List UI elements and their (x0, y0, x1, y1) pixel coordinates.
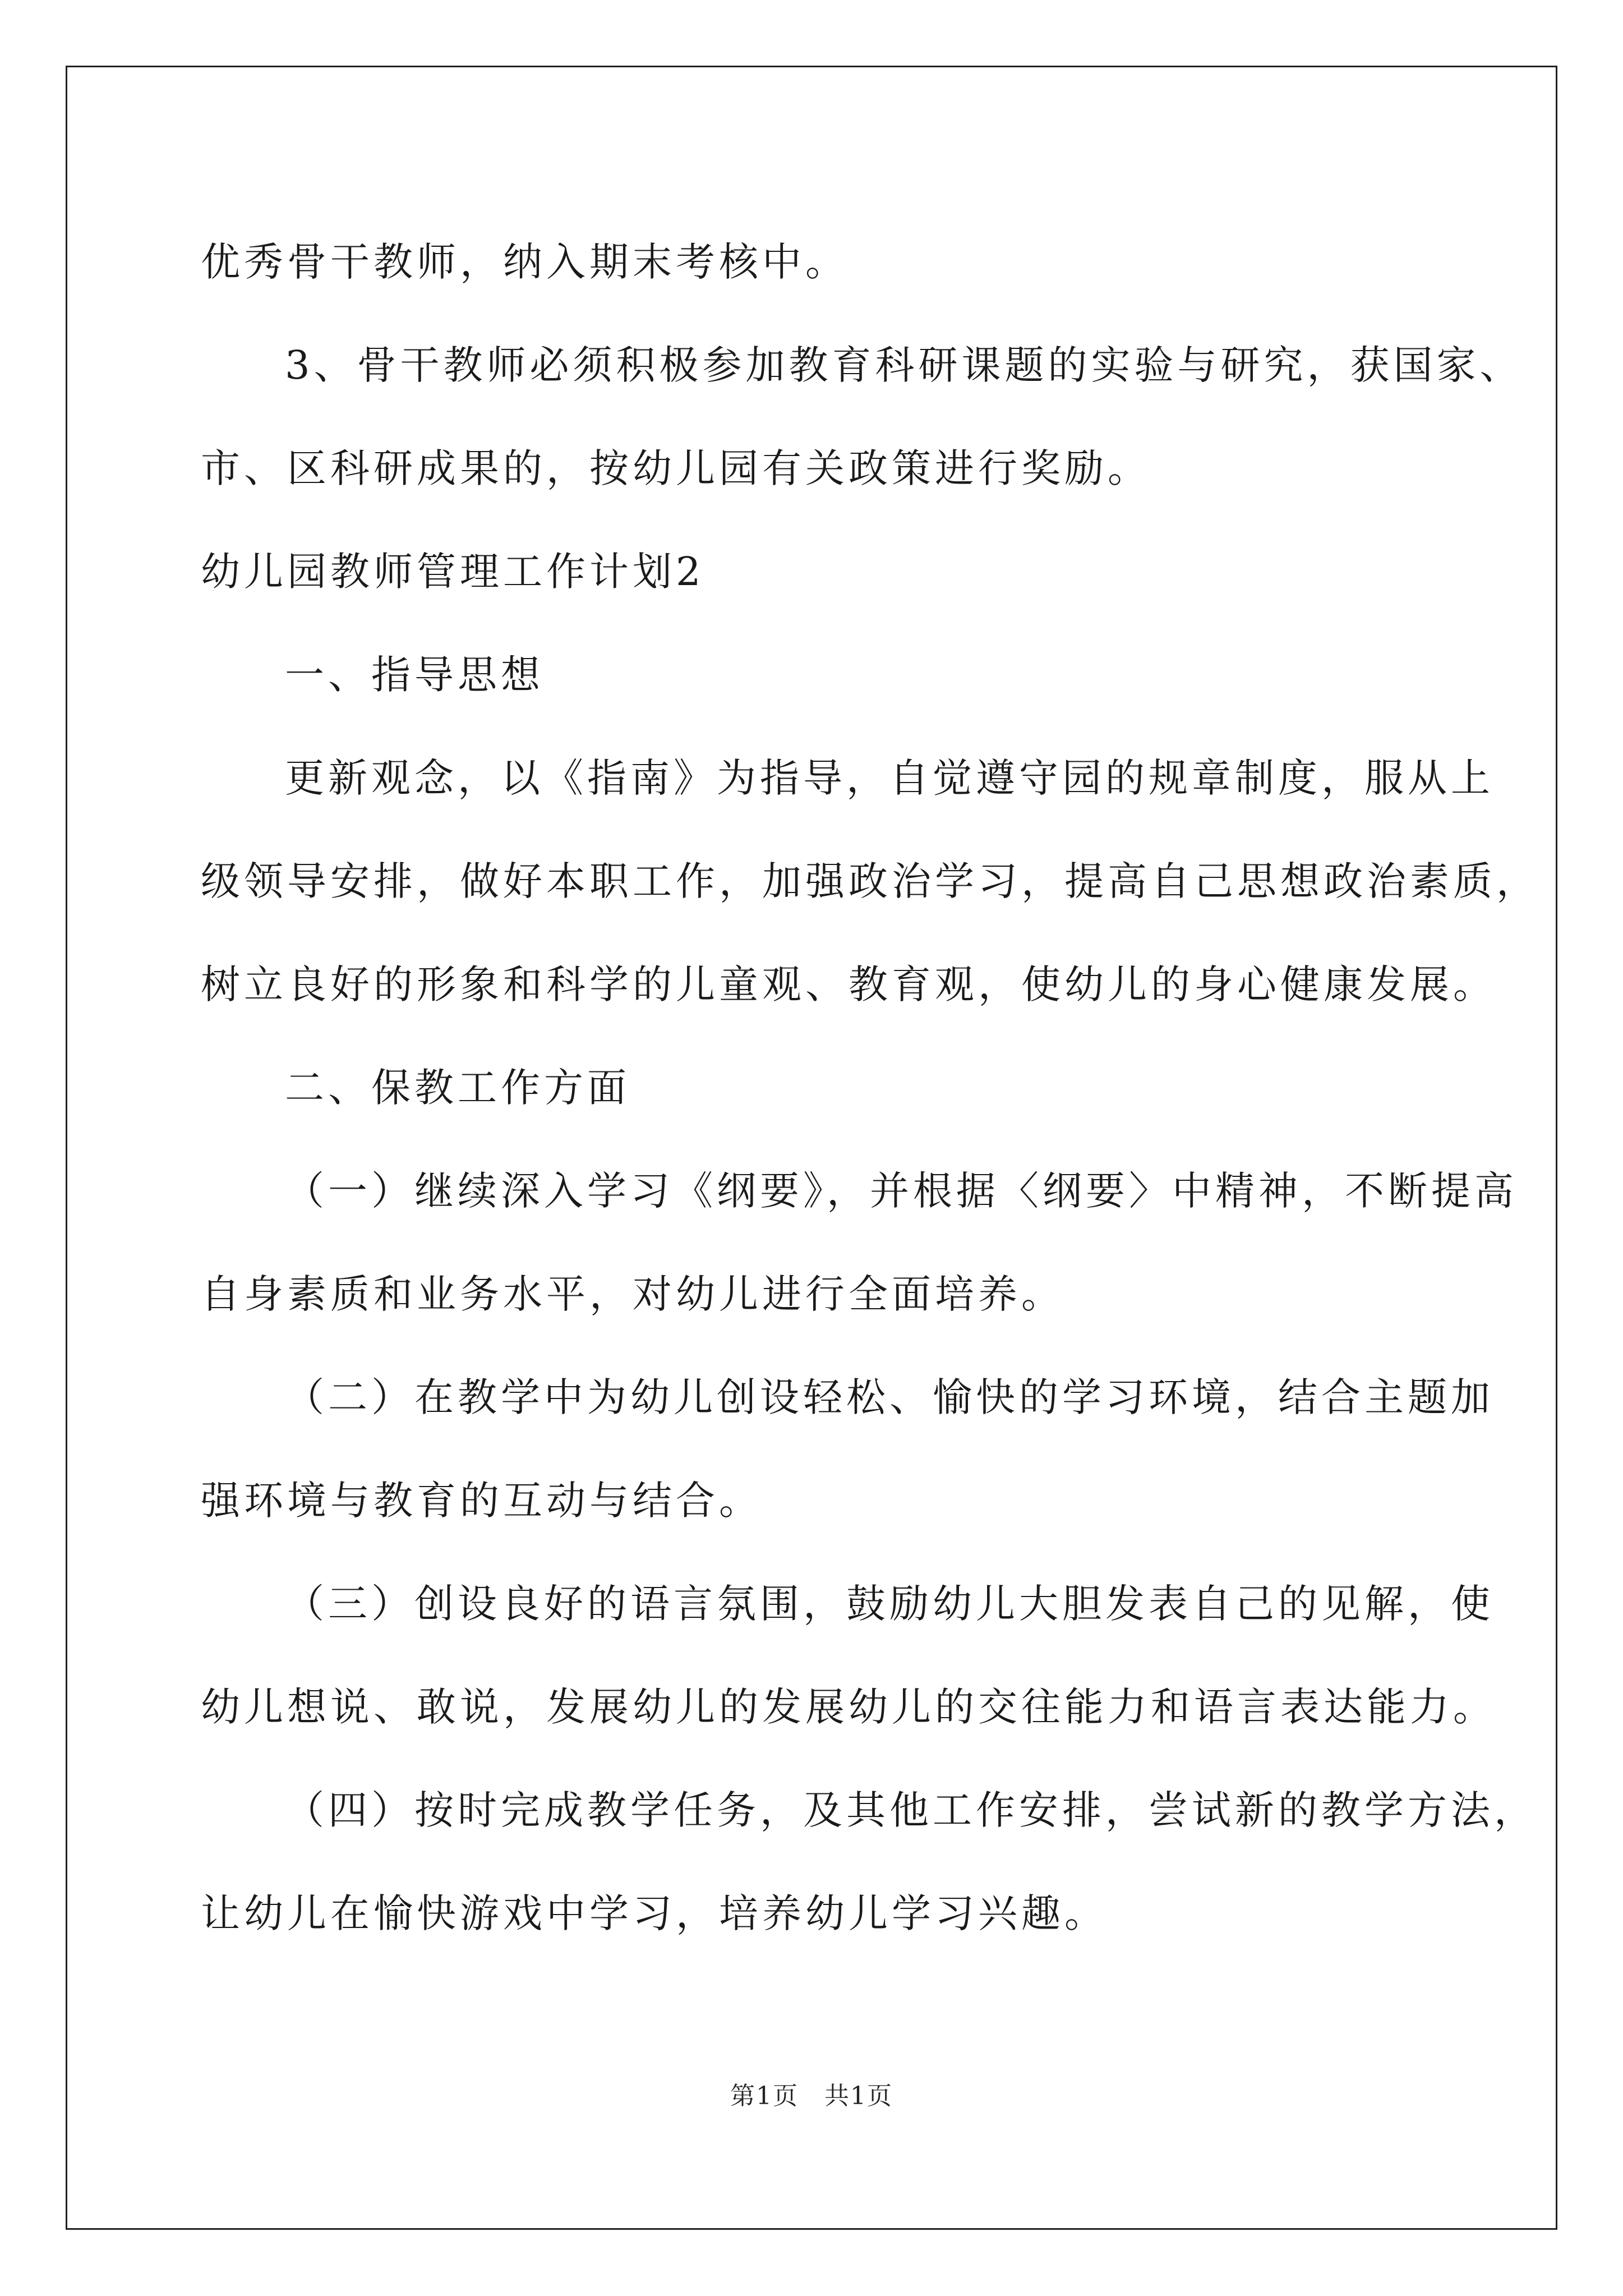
text-line: 让幼儿在愉快游戏中学习，培养幼儿学习兴趣。 (201, 1890, 1108, 1936)
page-number: 第1页 共1页 (730, 2082, 893, 2110)
text-line: 树立良好的形象和科学的儿童观、教育观，使幼儿的身心健康发展。 (201, 961, 1496, 1007)
text-line: （二）在教学中为幼儿创设轻松、愉快的学习环境，结合主题加 (285, 1374, 1494, 1420)
text-line: 强环境与教育的互动与结合。 (201, 1478, 762, 1524)
text-line: 3、骨干教师必须积极参加教育科研课题的实验与研究，获国家、 (285, 342, 1523, 388)
section-heading: 二、保教工作方面 (285, 1065, 630, 1111)
text-line: （三）创设良好的语言氛围，鼓励幼儿大胆发表自己的见解，使 (285, 1581, 1494, 1627)
text-line: 更新观念，以《指南》为指导，自觉遵守园的规章制度，服从上 (285, 755, 1494, 801)
document-body (201, 210, 1539, 1965)
text-line: 自身素质和业务水平，对幼儿进行全面培养。 (201, 1271, 1064, 1317)
section-heading: 一、指导思想 (285, 652, 544, 698)
text-line: 优秀骨干教师，纳入期末考核中。 (201, 239, 849, 285)
text-line: 幼儿想说、敢说，发展幼儿的发展幼儿的交往能力和语言表达能力。 (201, 1684, 1496, 1730)
text-line: 级领导安排，做好本职工作，加强政治学习，提高自己思想政治素质， (201, 858, 1539, 904)
section-title: 幼儿园教师管理工作计划2 (201, 549, 705, 595)
text-line: 市、区科研成果的，按幼儿园有关政策进行奖励。 (201, 445, 1151, 491)
text-line: （一）继续深入学习《纲要》，并根据〈纲要〉中精神，不断提高 (285, 1168, 1518, 1214)
text-line: （四）按时完成教学任务，及其他工作安排，尝试新的教学方法， (285, 1787, 1537, 1833)
